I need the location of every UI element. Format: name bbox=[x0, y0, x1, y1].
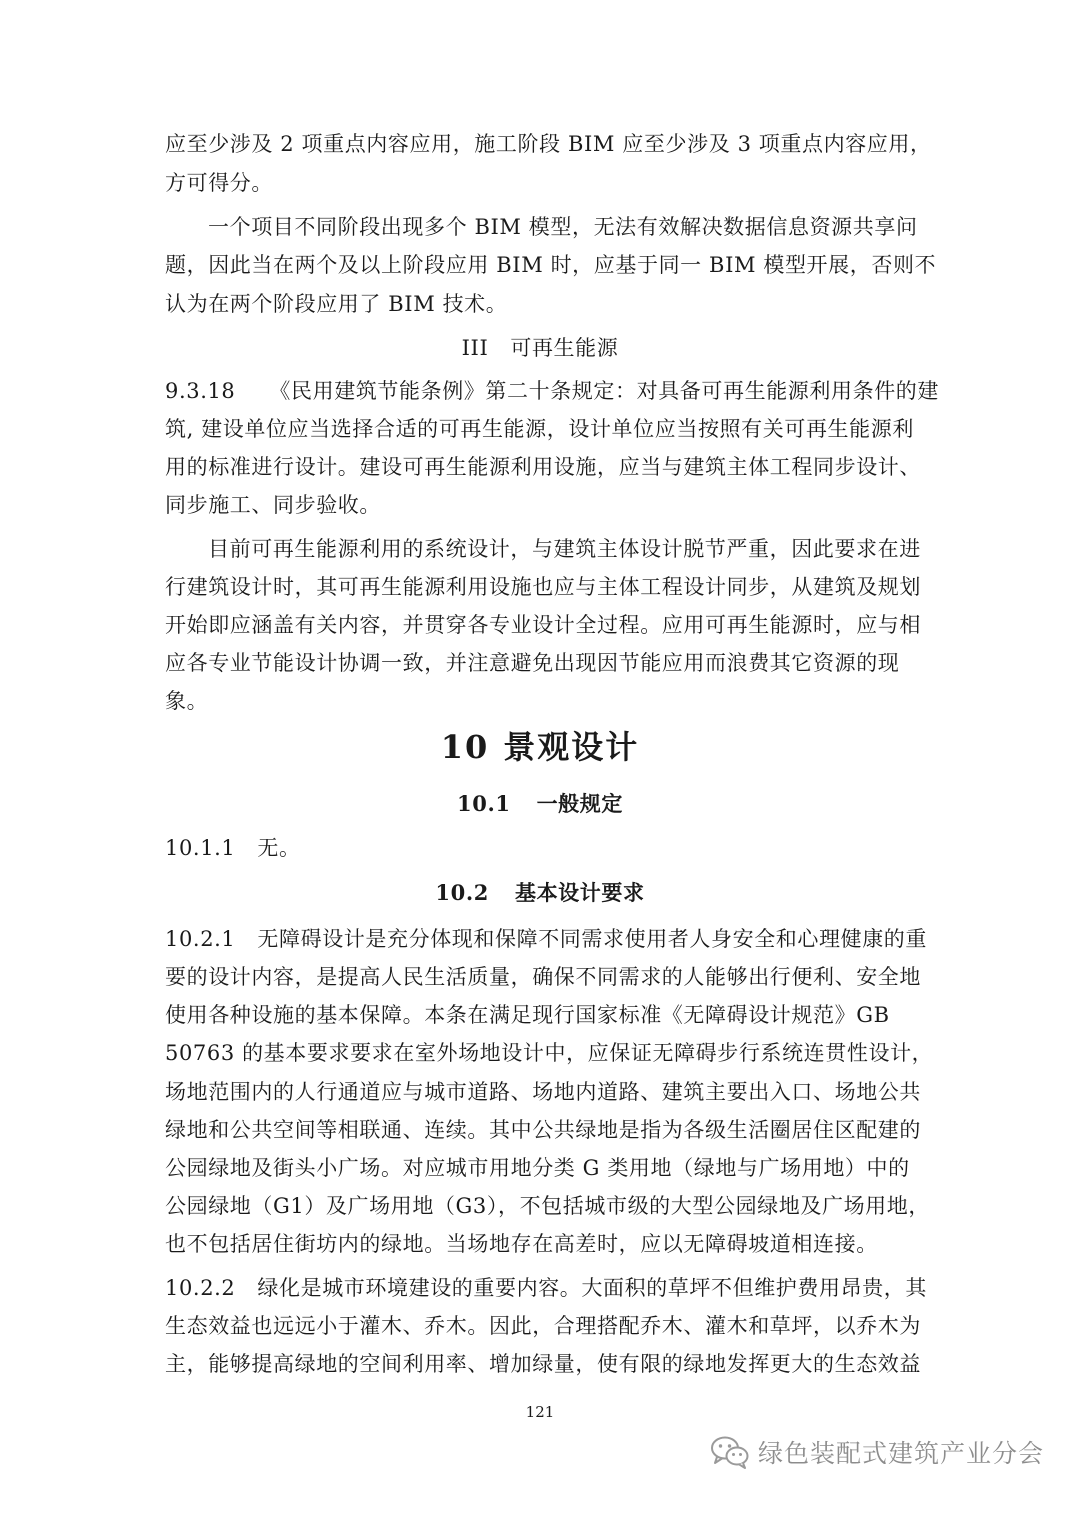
paragraph-line: 象。 bbox=[165, 689, 209, 713]
clause-number: 9.3.18 bbox=[165, 379, 236, 403]
paragraph-line: 一个项目不同阶段出现多个 BIM 模型，无法有效解决数据信息资源共享问 bbox=[208, 215, 918, 239]
page-number: 121 bbox=[525, 1403, 555, 1421]
paragraph-line: 开始即应涵盖有关内容，并贯穿各专业设计全过程。应用可再生能源时，应与相 bbox=[165, 613, 921, 637]
section-number: 10.1 bbox=[457, 791, 511, 816]
clause-number: 10.2.1 bbox=[165, 927, 236, 951]
watermark-text: 绿色装配式建筑产业分会 bbox=[757, 1439, 1044, 1468]
paragraph-line: 生态效益也远远小于灌木、乔木。因此，合理搭配乔木、灌木和草坪，以乔木为 bbox=[165, 1314, 921, 1338]
section-number: 10.2 bbox=[435, 880, 489, 905]
clause-text: 《民用建筑节能条例》第二十条规定：对具备可再生能源利用条件的建 bbox=[269, 379, 940, 403]
paragraph-line: 也不包括居住街坊内的绿地。当场地存在高差时，应以无障碍坡道相连接。 bbox=[165, 1232, 878, 1256]
clause-text: 无障碍设计是充分体现和保障不同需求使用者人身安全和心理健康的重 bbox=[257, 927, 928, 951]
paragraph-line: 公园绿地（G1）及广场用地（G3），不包括城市级的大型公园绿地及广场用地， bbox=[165, 1194, 930, 1218]
clause-line bbox=[165, 379, 940, 403]
clause-line bbox=[165, 838, 925, 859]
subsection-heading bbox=[0, 338, 1080, 359]
subsection-title: 可再生能源 bbox=[510, 336, 619, 360]
section-title: 基本设计要求 bbox=[514, 880, 645, 905]
paragraph-line: 公园绿地及街头小广场。对应城市用地分类 G 类用地（绿地与广场用地）中的 bbox=[165, 1156, 910, 1180]
paragraph-line: 目前可再生能源利用的系统设计，与建筑主体设计脱节严重，因此要求在进 bbox=[208, 537, 921, 561]
paragraph-line: 行建筑设计时，其可再生能源利用设施也应与主体工程设计同步，从建筑及规划 bbox=[165, 575, 921, 599]
paragraph-line: 场地范围内的人行通道应与城市道路、场地内道路、建筑主要出入口、场地公共 bbox=[165, 1080, 921, 1104]
paragraph-line: 主，能够提高绿地的空间利用率、增加绿量，使有限的绿地发挥更大的生态效益 bbox=[165, 1352, 921, 1376]
paragraph-line: 方可得分。 bbox=[165, 171, 273, 195]
chapter-heading bbox=[0, 728, 1080, 766]
paragraph-line: 认为在两个阶段应用了 BIM 技术。 bbox=[165, 292, 508, 316]
chapter-title: 景观设计 bbox=[503, 728, 640, 766]
clause-line bbox=[165, 1276, 928, 1300]
paragraph-line: 绿地和公共空间等相联通、连续。其中公共绿地是指为各级生活圈居住区配建的 bbox=[165, 1118, 921, 1142]
chapter-number: 10 bbox=[440, 728, 490, 766]
paragraph-line: 用的标准进行设计。建设可再生能源利用设施，应当与建筑主体工程同步设计、 bbox=[165, 455, 921, 479]
paragraph-line: 使用各种设施的基本保障。本条在满足现行国家标准《无障碍设计规范》GB bbox=[165, 1003, 890, 1027]
wechat-icon bbox=[710, 1435, 750, 1469]
clause-number: 10.2.2 bbox=[165, 1276, 236, 1300]
paragraph-line: 应至少涉及 2 项重点内容应用，施工阶段 BIM 应至少涉及 3 项重点内容应用， bbox=[165, 132, 932, 156]
clause-text: 无。 bbox=[257, 836, 301, 860]
clause-text: 绿化是城市环境建设的重要内容。大面积的草坪不但维护费用昂贵，其 bbox=[257, 1276, 928, 1300]
clause-number: 10.1.1 bbox=[165, 836, 236, 860]
subsection-numeral: III bbox=[461, 336, 489, 360]
paragraph-line: 同步施工、同步验收。 bbox=[165, 493, 381, 517]
paragraph-line: 应各专业节能设计协调一致，并注意避免出现因节能应用而浪费其它资源的现 bbox=[165, 651, 900, 675]
section-heading bbox=[0, 793, 1080, 814]
paragraph-line: 题，因此当在两个及以上阶段应用 BIM 时，应基于同一 BIM 模型开展，否则不 bbox=[165, 253, 937, 277]
section-heading bbox=[0, 882, 1080, 903]
clause-line bbox=[165, 927, 928, 951]
paragraph-line: 50763 的基本要求要求在室外场地设计中，应保证无障碍步行系统连贯性设计， bbox=[165, 1041, 934, 1065]
section-title: 一般规定 bbox=[536, 791, 623, 816]
watermark bbox=[710, 1434, 1044, 1470]
paragraph-line: 筑, 建设单位应当选择合适的可再生能源，设计单位应当按照有关可再生能源利 bbox=[165, 417, 914, 441]
paragraph-line: 要的设计内容，是提高人民生活质量，确保不同需求的人能够出行便利、安全地 bbox=[165, 965, 921, 989]
